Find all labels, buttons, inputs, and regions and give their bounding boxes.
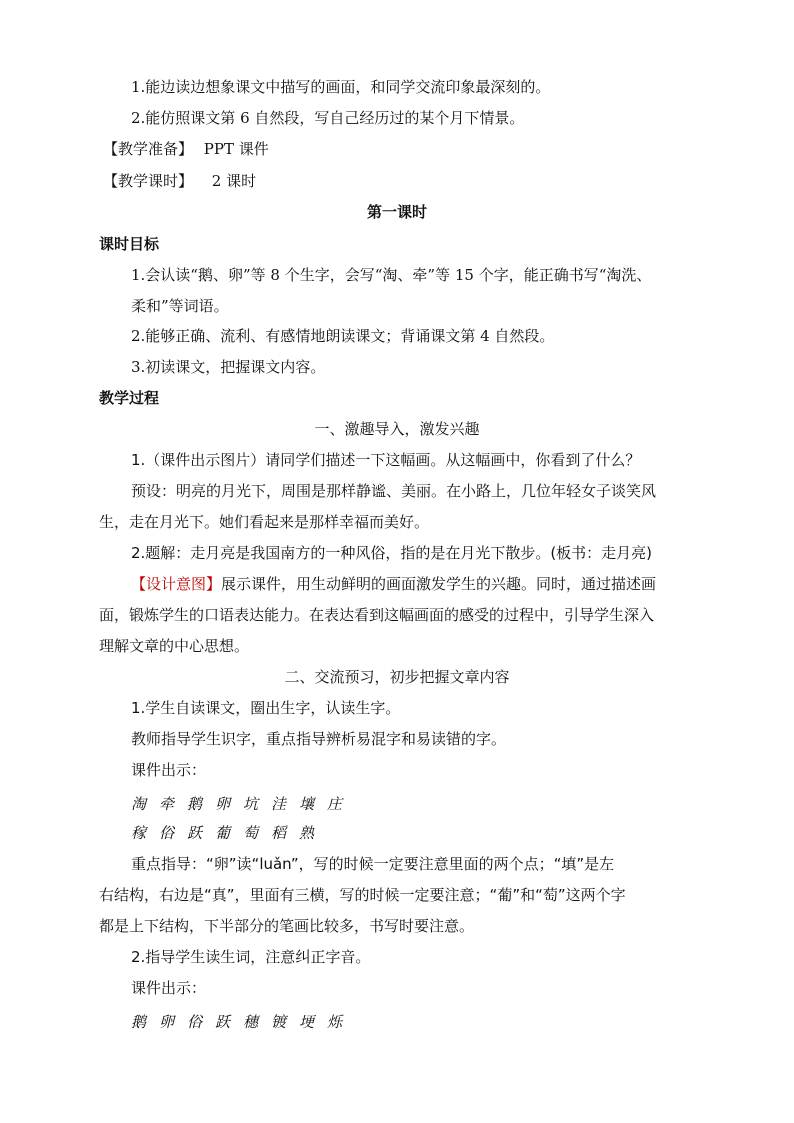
section1-line-3: 生，走在月光下。她们看起来是那样幸福而美好。 — [99, 513, 430, 531]
char-row-3 — [131, 1011, 355, 1033]
design-intent-line-2: 面，锻炼学生的口语表达能力。在表达看到这幅画面的感受的过程中，引导学生深入 — [99, 606, 655, 624]
char: 牵 — [159, 795, 175, 813]
objective-1: 1.能边读边想象课文中描写的画面，和同学交流印象最深刻的。 — [131, 78, 551, 96]
section2-line-3: 课件出示： — [131, 761, 207, 779]
goal-1: 1.会认读“鹅、卵”等 8 个生字，会写“淘、牵”等 15 个字，能正确书写“淘洗、 — [131, 266, 652, 284]
char: 庄 — [327, 795, 343, 813]
char: 洼 — [271, 795, 287, 813]
prep-value: PPT 课件 — [203, 140, 269, 158]
goals-heading: 课时目标 — [99, 235, 160, 253]
section1-line-4: 2.题解：走月亮是我国南方的一种风俗，指的是在月光下散步。(板书：走月亮) — [131, 544, 653, 562]
char: 淘 — [131, 795, 147, 813]
char: 俗 — [159, 824, 175, 842]
design-intent-text: 展示课件，用生动鲜明的画面激发学生的兴趣。同时，通过描述画 — [221, 575, 657, 593]
design-intent-line-1 — [131, 573, 656, 595]
section1-line-2: 预设：明亮的月光下，周围是那样静谧、美丽。在小路上，几位年轻女子谈笑风 — [131, 482, 657, 500]
char: 鹅 — [131, 1013, 147, 1031]
section2-line-2: 教师指导学生识字，重点指导辨析易混字和易读错的字。 — [131, 730, 507, 748]
char: 葡 — [215, 824, 231, 842]
key-guidance-line-1: 重点指导：“卵”读“luǎn”，写的时候一定要注意里面的两个点；“填”是左 — [131, 855, 615, 873]
hours-label: 【教学课时】 — [103, 172, 194, 190]
char: 坑 — [243, 795, 259, 813]
char: 熟 — [299, 824, 315, 842]
design-intent-label: 【设计意图】 — [131, 575, 222, 593]
char: 稻 — [271, 824, 287, 842]
char: 鹅 — [187, 795, 203, 813]
char: 烁 — [327, 1013, 343, 1031]
char: 壤 — [299, 795, 315, 813]
section1-line-1: 1.（课件出示图片）请同学们描述一下这幅画。从这幅画中，你看到了什么？ — [131, 451, 641, 469]
char: 稼 — [131, 824, 147, 842]
objective-2: 2.能仿照课文第 6 自然段，写自己经历过的某个月下情景。 — [131, 109, 525, 127]
section1-title: 一、激趣导入，激发兴趣 — [314, 420, 480, 438]
process-heading: 教学过程 — [99, 389, 160, 407]
char: 跃 — [187, 824, 203, 842]
step-2-show: 课件出示： — [131, 979, 207, 997]
lesson-title: 第一课时 — [366, 203, 427, 221]
char: 卵 — [215, 795, 231, 813]
char-row-2 — [131, 822, 327, 844]
goal-2: 2.能够正确、流利、有感情地朗读课文；背诵课文第 4 自然段。 — [131, 327, 555, 345]
char-row-1 — [131, 793, 355, 815]
prep-row — [103, 138, 269, 160]
char: 俗 — [187, 1013, 203, 1031]
key-guidance-line-3: 都是上下结构，下半部分的笔画比较多，书写时要注意。 — [99, 917, 475, 935]
char: 埂 — [299, 1013, 315, 1031]
char: 跃 — [215, 1013, 231, 1031]
prep-label: 【教学准备】 — [103, 140, 194, 158]
char: 萄 — [243, 824, 259, 842]
char: 穗 — [243, 1013, 259, 1031]
section2-title: 二、交流预习，初步把握文章内容 — [284, 668, 510, 686]
design-intent-line-3: 理解文章的中心思想。 — [99, 637, 250, 655]
hours-row — [103, 170, 256, 192]
hours-value: 2 课时 — [211, 172, 257, 190]
char: 卵 — [159, 1013, 175, 1031]
key-guidance-line-2: 右结构，右边是“真”，里面有三横，写的时候一定要注意；“葡”和“萄”这两个字 — [99, 886, 626, 904]
step-2: 2.指导学生读生词，注意纠正字音。 — [131, 948, 371, 966]
char: 镀 — [271, 1013, 287, 1031]
goal-1-cont: 柔和”等词语。 — [131, 297, 229, 315]
goal-3: 3.初读课文，把握课文内容。 — [131, 358, 326, 376]
section2-line-1: 1.学生自读课文，圈出生字，认读生字。 — [131, 699, 401, 717]
